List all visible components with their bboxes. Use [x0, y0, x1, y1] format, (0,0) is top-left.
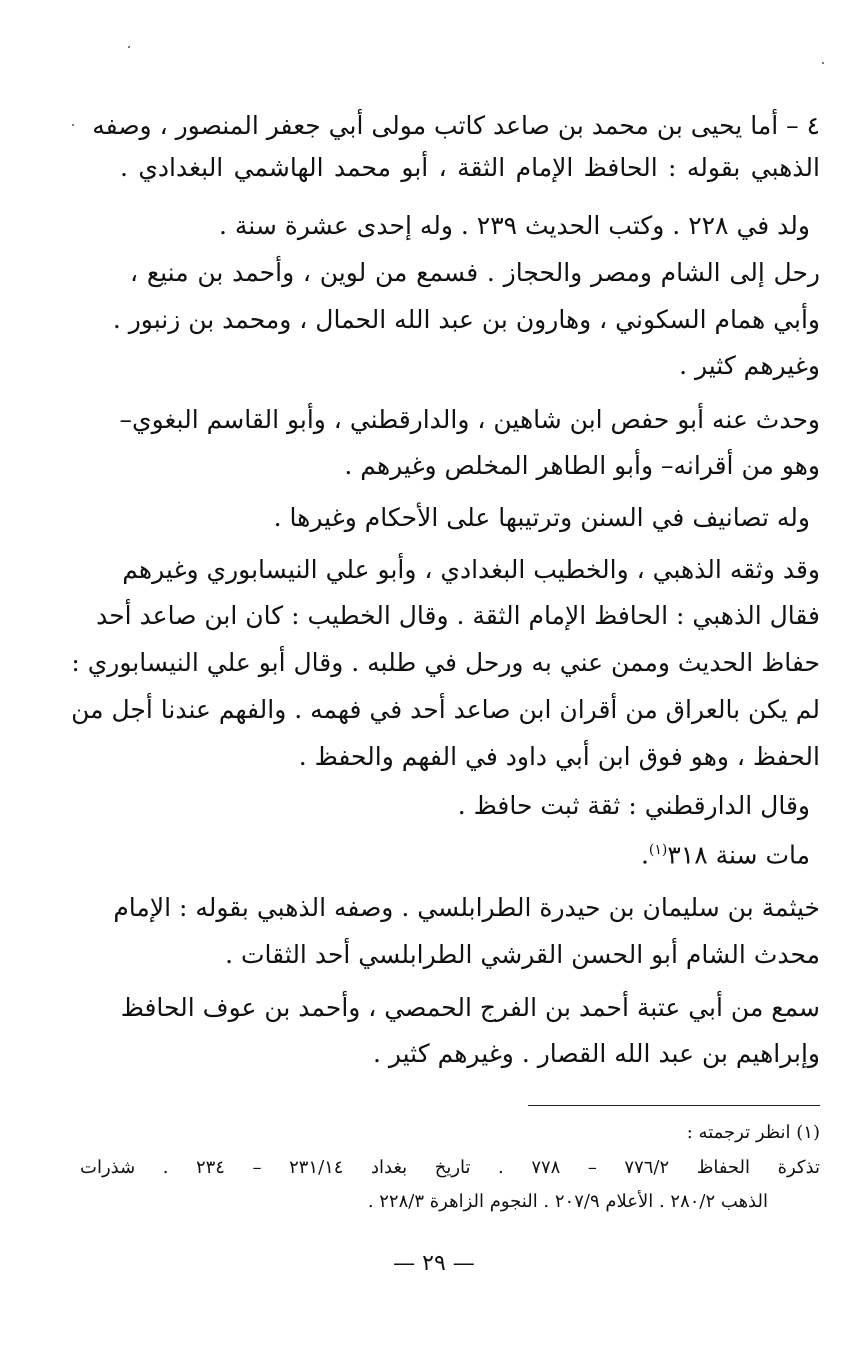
- text-line: سمع من أبي عتبة أحمد بن الفرج الحمصي ، وأحمد بن عوف الحافظ: [120, 993, 820, 1022]
- text-line: ولد في ٢٢٨ . وكتب الحديث ٢٣٩ . وله إحدى عشرة سنة .: [219, 211, 810, 240]
- footnote-marker: (١): [648, 842, 668, 858]
- footnote-line: الذهب ٢٨٠/٢ . الأعلام ٢٠٧/٩ . النجوم الزاهرة ٢٢٨/٣ .: [367, 1191, 768, 1212]
- text-line: وحدث عنه أبو حفص ابن شاهين ، والدارقطني ، وأبو القاسم البغوي–: [119, 405, 820, 434]
- text-line: الذهبي بقوله : الحافظ الإمام الثقة ، أبو محمد الهاشمي البغدادي .: [120, 153, 820, 182]
- scan-speck: [822, 62, 824, 64]
- footnote-separator: [528, 1105, 820, 1106]
- text-line: وقد وثقه الذهبي ، والخطيب البغدادي ، وأبو علي النيسابوري وغيرهم: [122, 555, 820, 584]
- text-line: وقال الدارقطني : ثقة ثبت حافظ .: [457, 791, 810, 820]
- page-number: — ٢٩ —: [393, 1251, 475, 1276]
- text-line: فقال الذهبي : الحافظ الإمام الثقة . وقال الخطيب : كان ابن صاعد أحد: [96, 601, 820, 630]
- text-line: رحل إلى الشام ومصر والحجاز . فسمع من لوين ، وأحمد بن منيع ،: [130, 258, 820, 287]
- text-line: وله تصانيف في السنن وترتيبها على الأحكام وغيرها .: [273, 503, 810, 532]
- text-line: الحفظ ، وهو فوق ابن أبي داود في الفهم والحفظ .: [298, 742, 820, 771]
- text-line: حفاظ الحديث وممن عني به ورحل في طلبه . وقال أبو علي النيسابوري :: [71, 648, 820, 677]
- footnote-line: تذكرة الحفاظ ٧٧٦/٢ – ٧٧٨ . تاريخ بغداد ٢٣١/١٤ – ٢٣٤ . شذرات: [80, 1157, 820, 1178]
- death-line: [110, 830, 810, 875]
- text-line: خيثمة بن سليمان بن حيدرة الطرابلسي . وصفه الذهبي بقوله : الإمام: [113, 893, 820, 922]
- text-line: وأبي همام السكوني ، وهارون بن عبد الله الحمال ، ومحمد بن زنبور .: [112, 305, 820, 334]
- text-line: محدث الشام أبو الحسن القرشي الطرابلسي أحد الثقات .: [225, 940, 820, 969]
- text-line: وغيرهم كثير .: [679, 351, 820, 380]
- death-line-end: .: [640, 840, 649, 870]
- text-line: ٤ – أما يحيى بن محمد بن صاعد كاتب مولى أبي جعفر المنصور ، وصفه: [92, 111, 820, 140]
- text-line: وهو من أقرانه– وأبو الطاهر المخلص وغيرهم .: [344, 451, 820, 480]
- death-text: مات سنة ٣١٨: [667, 840, 810, 870]
- footnote-line: (١) انظر ترجمته :: [686, 1122, 820, 1143]
- scan-speck: [128, 46, 130, 48]
- scan-speck: [72, 124, 74, 126]
- text-line: لم يكن بالعراق من أقران ابن صاعد أحد في فهمه . والفهم عندنا أجل من: [71, 695, 820, 724]
- text-line: وإبراهيم بن عبد الله القصار . وغيرهم كثير .: [372, 1039, 820, 1068]
